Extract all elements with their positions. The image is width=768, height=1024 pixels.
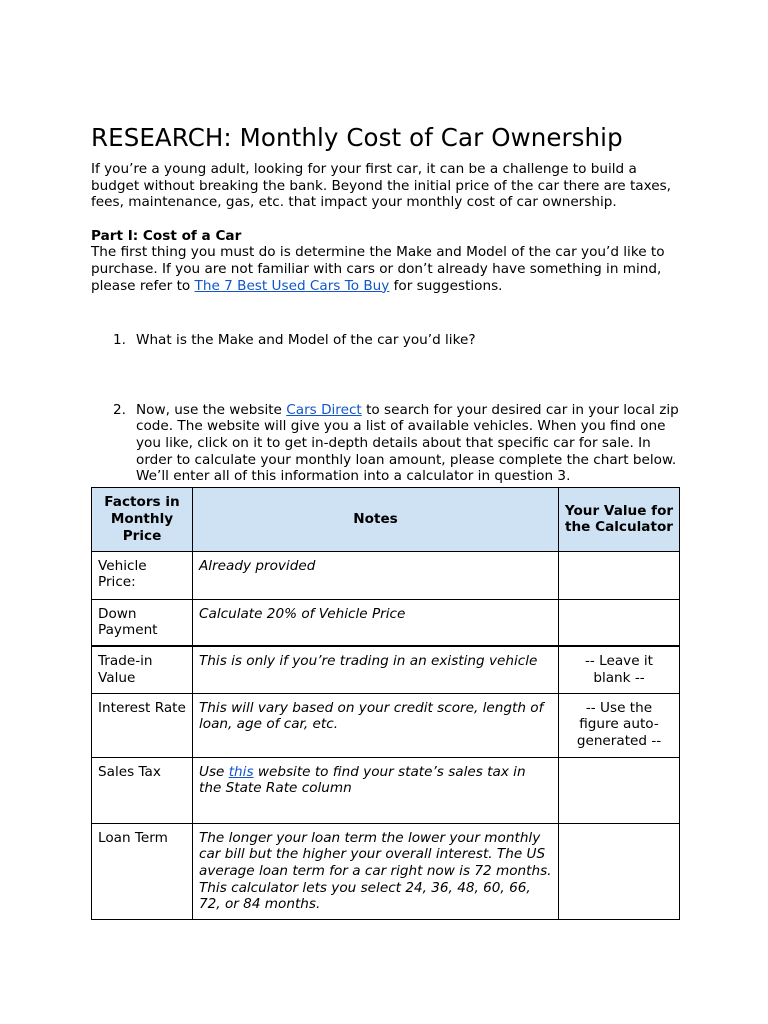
factor-cell: Trade-in Value <box>92 646 193 693</box>
factor-cell: Vehicle Price: <box>92 551 193 599</box>
table-header-row <box>92 487 680 551</box>
notes-cell: Calculate 20% of Vehicle Price <box>193 599 559 646</box>
best-used-cars-link[interactable]: The 7 Best Used Cars To Buy <box>194 277 390 294</box>
table-row <box>92 599 680 646</box>
question-number: 2. <box>113 401 126 418</box>
column-header-value: Your Value for the Calculator <box>559 487 680 551</box>
column-header-factors: Factors in Monthly Price <box>92 487 193 551</box>
part1-paragraph <box>91 244 679 294</box>
column-header-notes: Notes <box>193 487 559 551</box>
question-number: 1. <box>113 332 126 349</box>
question-text: What is the Make and Model of the car you’d like? <box>136 332 476 349</box>
value-cell[interactable]: -- Use the figure auto-generated -- <box>559 693 680 757</box>
value-cell[interactable] <box>559 599 680 646</box>
cars-direct-link[interactable]: Cars Direct <box>286 401 362 418</box>
notes-cell: This is only if you’re trading in an existing vehicle <box>193 646 559 693</box>
notes-cell: Already provided <box>193 551 559 599</box>
notes-text-after-link: website to find your state’s sales tax in the State Rate column <box>199 763 526 797</box>
question-text-before-link: Now, use the website <box>136 401 287 418</box>
document-page <box>91 122 679 920</box>
value-cell[interactable] <box>559 757 680 823</box>
table-row <box>92 551 680 599</box>
notes-cell: This will vary based on your credit score, length of loan, age of car, etc. <box>193 693 559 757</box>
question-1 <box>91 332 679 349</box>
value-cell[interactable] <box>559 551 680 599</box>
question-2 <box>91 402 679 485</box>
notes-cell <box>193 757 559 823</box>
factor-cell: Down Payment <box>92 599 193 646</box>
part1-heading: Part I: Cost of a Car <box>91 227 242 244</box>
sales-tax-link[interactable]: this <box>228 763 254 780</box>
part1-text-after-link: for suggestions. <box>389 277 503 294</box>
value-cell[interactable] <box>559 823 680 919</box>
page-title: RESEARCH: Monthly Cost of Car Ownership <box>91 123 623 152</box>
part1-text-before-link: The first thing you must do is determine the Make and Model of the car you’d like to purchase. If you are not familiar with cars or don’t already have something in mind, please refer to <box>91 244 665 294</box>
table-row <box>92 823 680 919</box>
cost-factors-table <box>91 487 680 920</box>
notes-cell: The longer your loan term the lower your monthly car bill but the higher your overall interest. The US average loan term for a car right now is 72 months. This calculator lets you select 24, 36, 48, 60, 66, 72, or 84 months. <box>193 823 559 919</box>
question-text-after-link: to search for your desired car in your local zip code. The website will give you a list of available vehicles. When you find one you like, click on it to get in-depth details about that specific car for sale. In order to calculate your monthly loan amount, please complete the chart below. We’ll enter all of this information into a calculator in question 3. <box>136 401 679 485</box>
factor-cell: Loan Term <box>92 823 193 919</box>
value-cell[interactable]: -- Leave it blank -- <box>559 646 680 693</box>
question-list <box>91 332 679 485</box>
intro-paragraph: If you’re a young adult, looking for your first car, it can be a challenge to build a budget without breaking the bank. Beyond the initial price of the car there are taxes, fees, maintenance, gas, etc. that impact your monthly cost of car ownership. <box>91 161 671 211</box>
table-row <box>92 757 680 823</box>
notes-text-before-link: Use <box>199 763 229 780</box>
table-row <box>92 646 680 693</box>
factor-cell: Interest Rate <box>92 693 193 757</box>
table-row <box>92 693 680 757</box>
factor-cell: Sales Tax <box>92 757 193 823</box>
